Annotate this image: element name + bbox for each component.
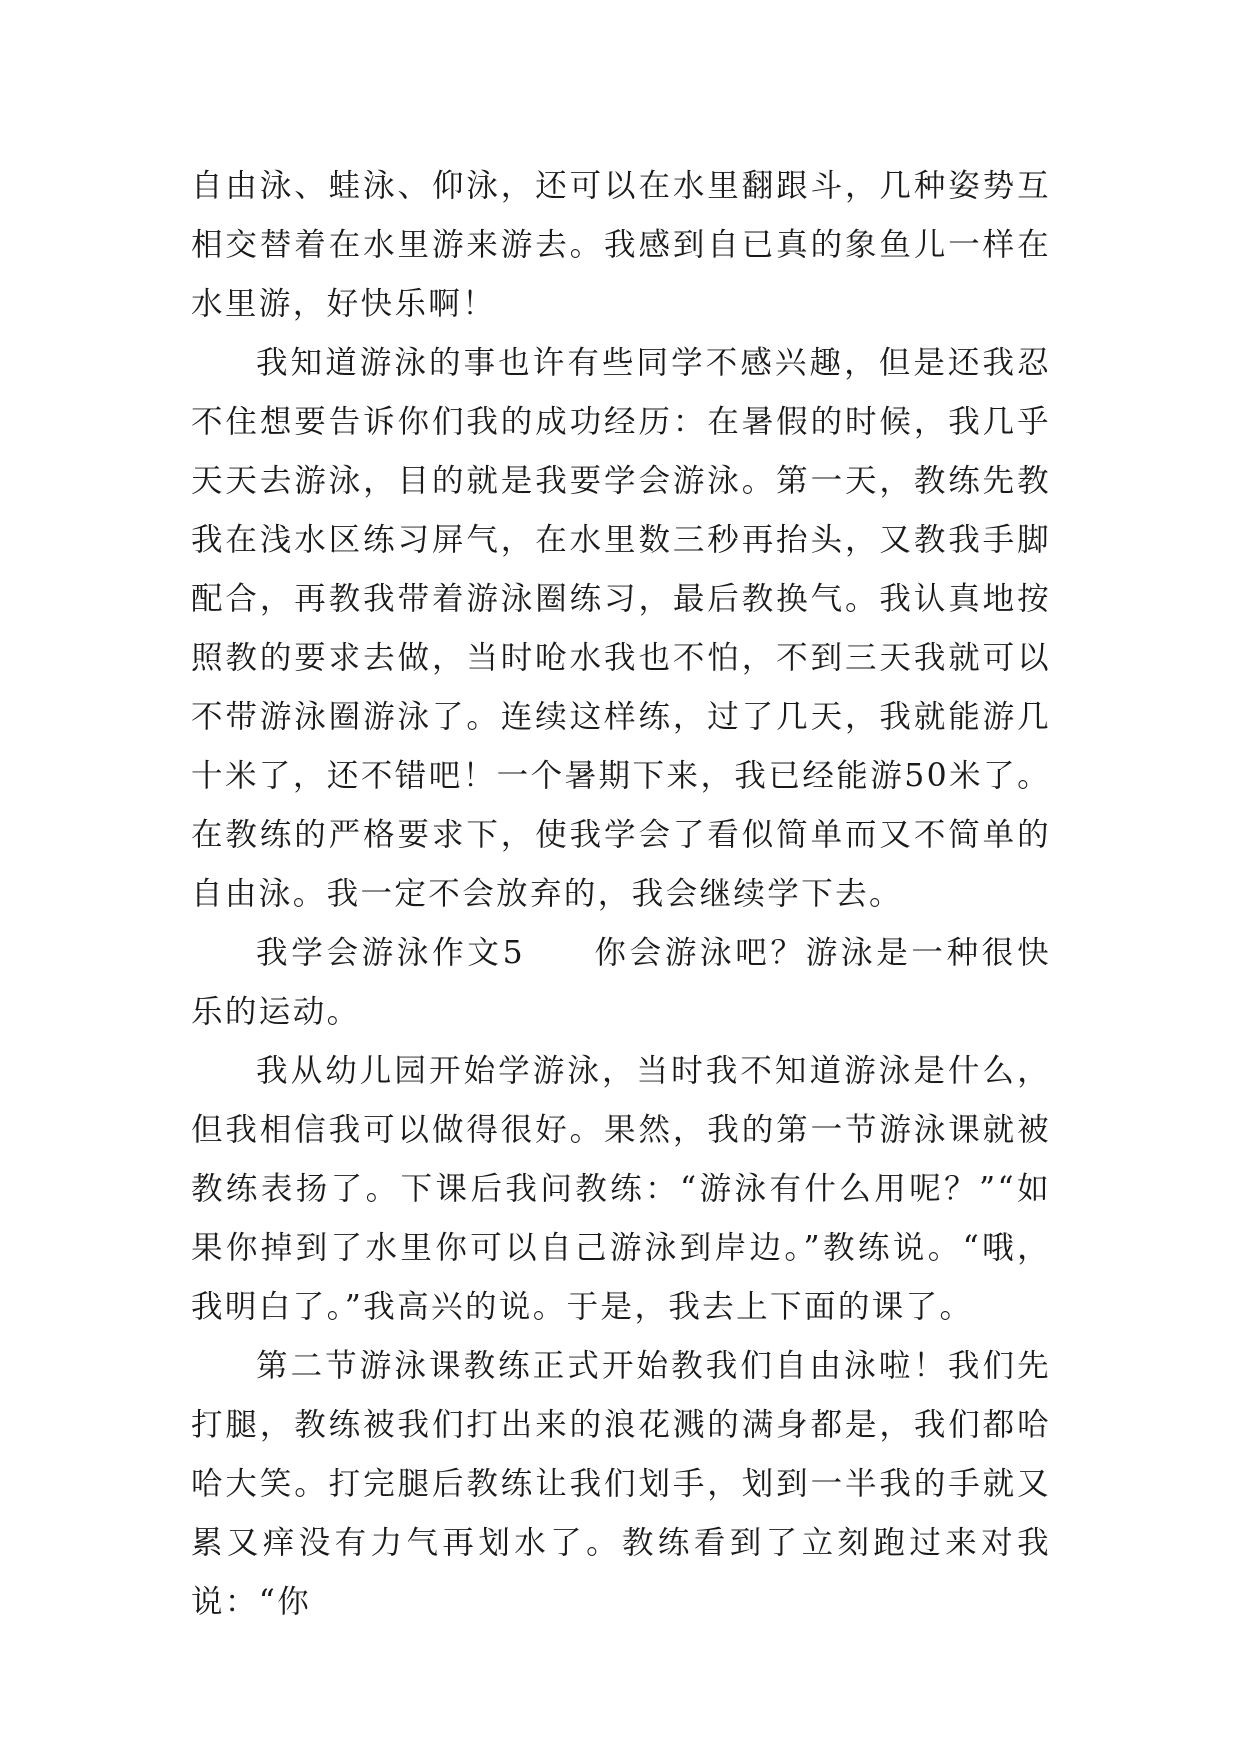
paragraph-1: 自由泳、蛙泳、仰泳，还可以在水里翻跟斗，几种姿势互相交替着在水里游来游去。我感到自已真的象鱼儿一样在水里游，好快乐啊！ [191,168,1051,322]
paragraph-2: 我知道游泳的事也许有些同学不感兴趣，但是还我忍不住想要告诉你们我的成功经历：在暑假的时候，我几乎天天去游泳，目的就是我要学会游泳。第一天，教练先教我在浅水区练习屏气，在水里数三秒再抬头，又教我手脚配合，再教我带着游泳圈练习，最后教换气。我认真地按照教的要求去做，当时呛水我也不怕，不到三天我就可以不带游泳圈游泳了。连续这样练，过了几天，我就能游几十米了，还不错吧！一个暑期下来，我已经能游50米了。在教练的严格要求下，使我学会了看似简单而又不简单的自由泳。我一定不会放弃的，我会继续学下去。 [191,345,1051,912]
paragraph-3-text: 你会游泳吧？游泳是一种很快乐的运动。 [191,935,1052,1030]
paragraph-3 [191,924,1051,1042]
essay-heading: 我学会游泳作文5 [256,935,526,971]
paragraph-4: 我从幼儿园开始学游泳，当时我不知道游泳是什么，但我相信我可以做得很好。果然，我的第一节游泳课就被教练表扬了。下课后我问教练：“游泳有什么用呢？”“如果你掉到了水里你可以自己游泳到岸边。”教练说。“哦，我明白了。”我高兴的说。于是，我去上下面的课了。 [191,1053,1051,1325]
document-body [191,157,1051,1632]
paragraph-5: 第二节游泳课教练正式开始教我们自由泳啦！我们先打腿，教练被我们打出来的浪花溅的满身都是，我们都哈哈大笑。打完腿后教练让我们划手，划到一半我的手就又累又痒没有力气再划水了。教练看到了立刻跑过来对我说：“你 [191,1348,1051,1620]
